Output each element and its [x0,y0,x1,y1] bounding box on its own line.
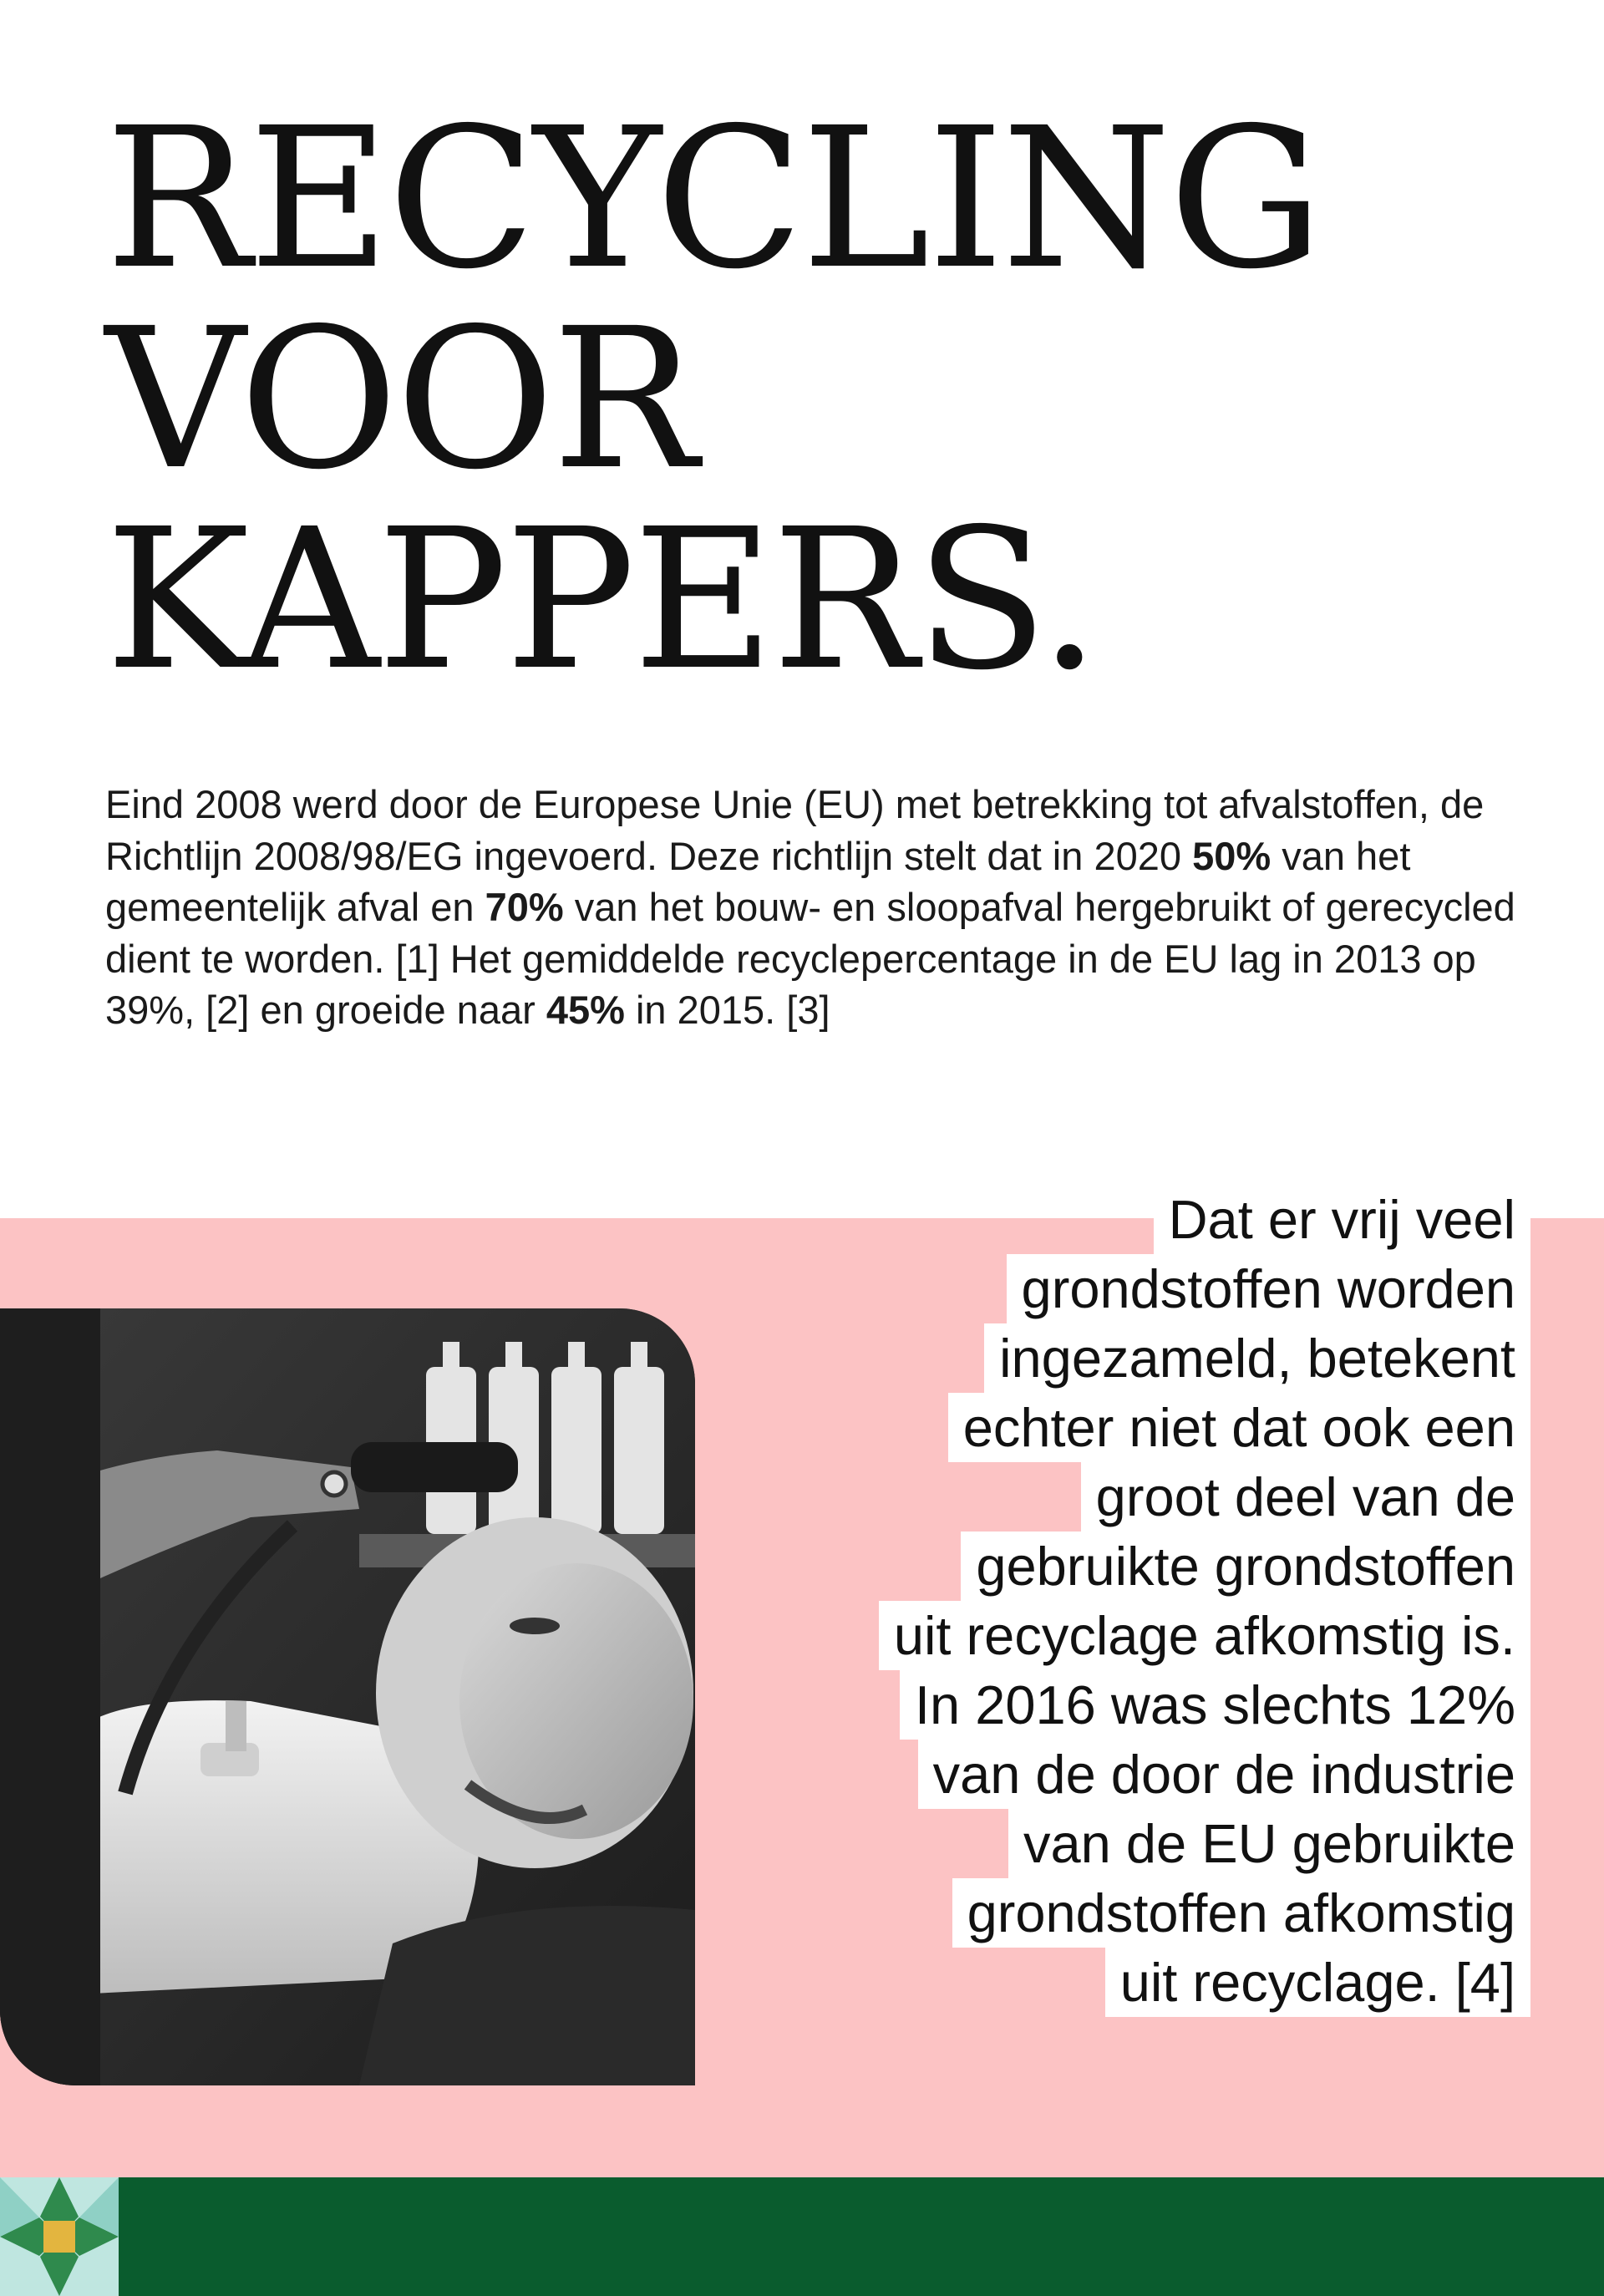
intro-highlight-45: 45% [546,988,625,1032]
quote-line [695,1601,1530,1670]
intro-text-4: in 2015. [3] [624,988,830,1032]
pull-quote [695,1185,1530,2017]
quote-line-text: uit recyclage. [4] [1105,1948,1530,2017]
intro-highlight-70: 70% [485,885,564,929]
intro-text-1: Eind 2008 werd door de Europese Unie (EU) met betrekking tot afvalstoffen, de Richtlijn 2008/98/EG ingevoerd. Deze richtlijn stelt dat in 2020 [105,782,1485,878]
quote-line [695,1185,1530,1254]
intro-text-2: van het gemeentelijk afval en [105,833,1411,929]
quote-line [695,1670,1530,1740]
quote-line-text: In 2016 was slechts 12% [900,1670,1530,1740]
quote-line-text: echter niet dat ook een [948,1393,1530,1462]
title-line-3: KAPPERS. [105,487,1099,713]
quote-line [695,1948,1530,2017]
quote-line-text: ingezameld, betekent [984,1323,1530,1393]
intro-paragraph [105,779,1542,1036]
title-line-2: VOOR [105,287,696,512]
footer-bar [0,2177,1604,2296]
quote-line [695,1323,1530,1393]
quote-line-text: gebruikte grondstoffen [961,1532,1530,1601]
quote-line [695,1809,1530,1878]
quote-line [695,1254,1530,1323]
quote-line [695,1878,1530,1948]
quote-line [695,1740,1530,1809]
intro-text-3: van het bouw- en sloopafval hergebruikt of gerecycled dient te worden. [1] Het gemiddelde recyclepercentage in de EU lag in 2013 op 39%, [2] en groeide naar [105,885,1515,1032]
quote-line-text: van de EU gebruikte [1008,1809,1530,1878]
quote-line [695,1532,1530,1601]
intro-highlight-50: 50% [1192,833,1272,878]
quote-line-text: grondstoffen afkomstig [952,1878,1530,1948]
quote-line [695,1393,1530,1462]
title-line-1: RECYCLING [105,86,1322,312]
quote-line-text: uit recyclage afkomstig is. [879,1601,1530,1670]
quote-line-text: van de door de industrie [918,1740,1530,1809]
quote-line [695,1462,1530,1532]
page-title [105,86,1525,713]
quote-line-text: groot deel van de [1081,1462,1530,1532]
quote-line-text: grondstoffen worden [1007,1254,1530,1323]
star-tile-icon [0,2177,119,2296]
quote-line-text: Dat er vrij veel [1154,1185,1530,1254]
salon-hair-wash-photo [0,1308,695,2085]
decorative-tile-icon [0,2177,119,2296]
photo-illustration [0,1308,695,2085]
